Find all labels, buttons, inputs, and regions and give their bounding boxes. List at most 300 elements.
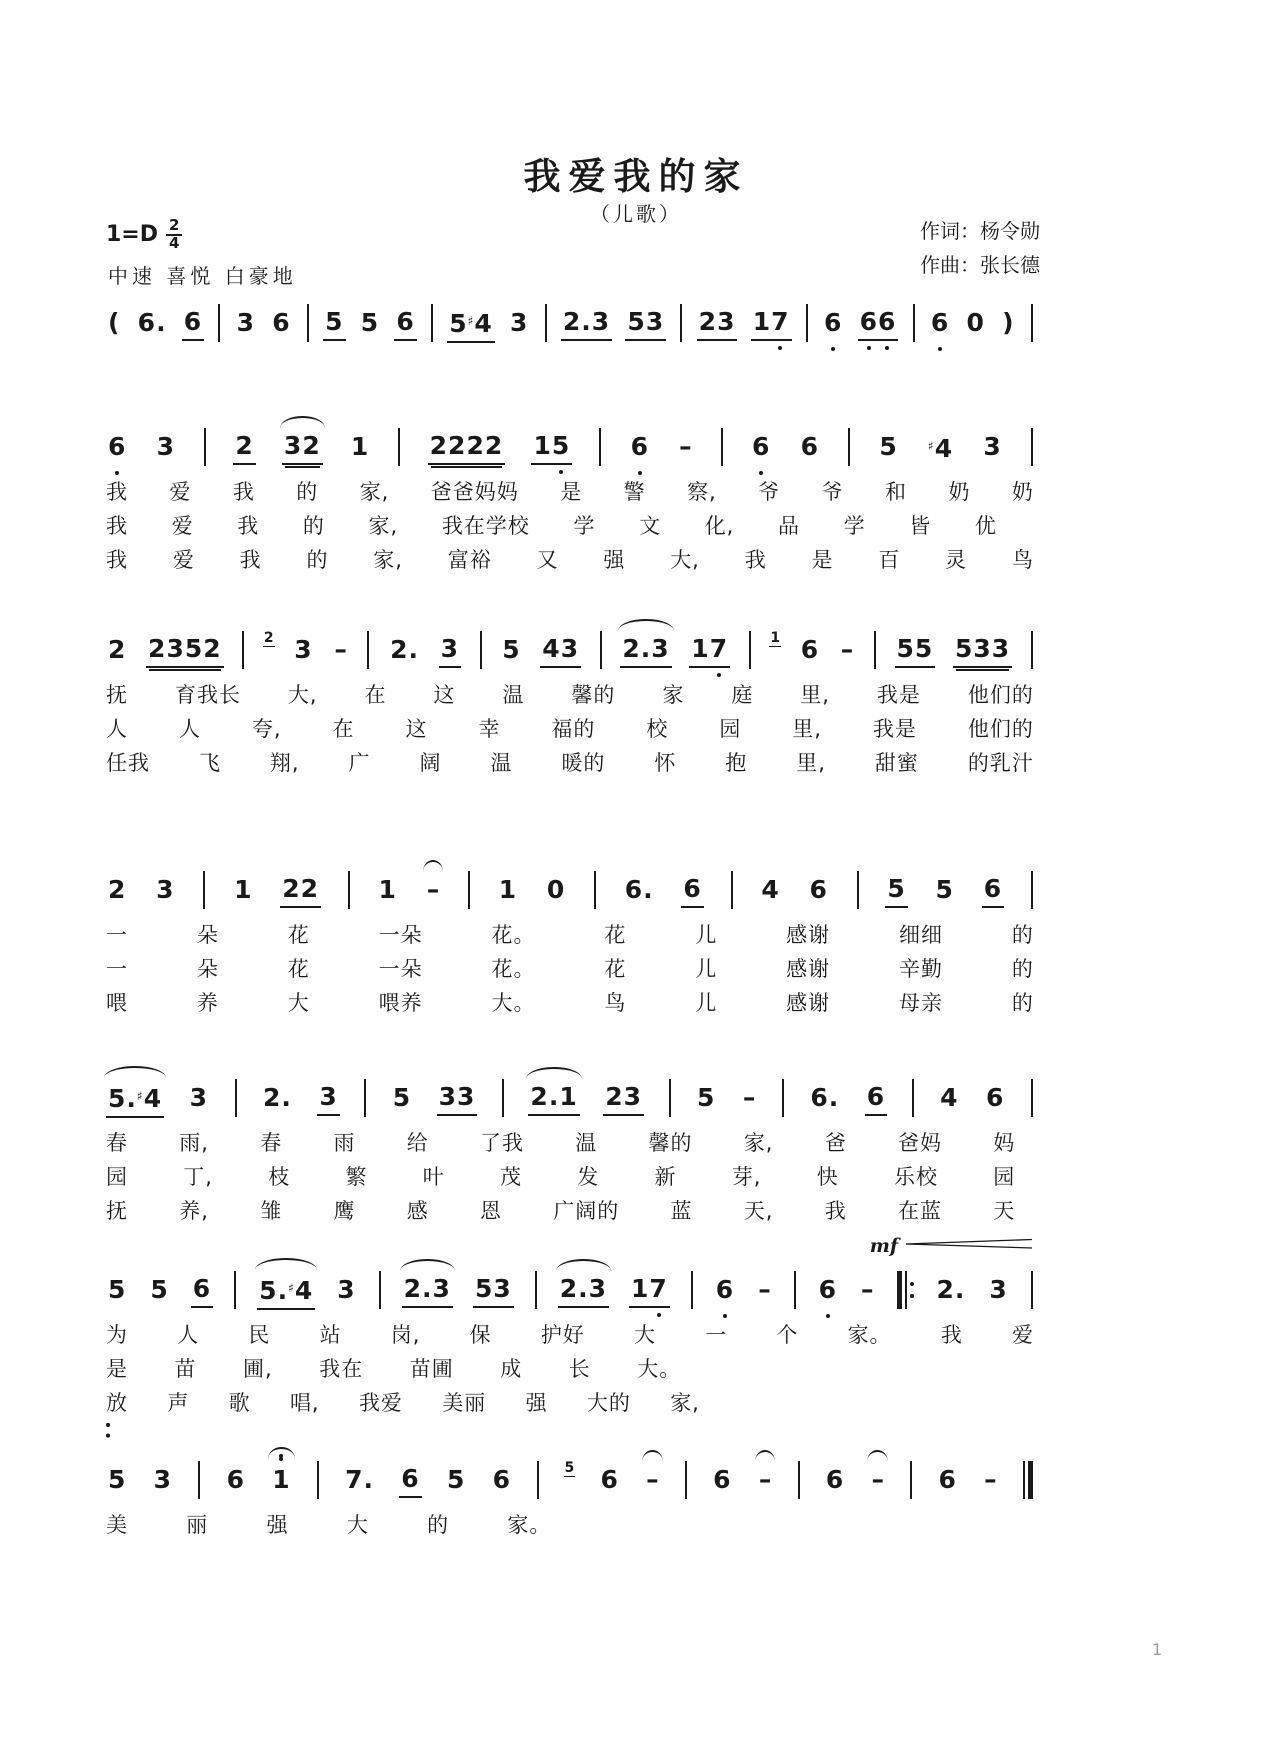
lyric-syllable: 美	[106, 1513, 128, 1537]
lyric-syllable: 感谢	[786, 957, 831, 981]
note: 6	[986, 1083, 1005, 1112]
lyric-syllable: 我是	[872, 717, 917, 741]
barline	[909, 1459, 913, 1501]
lyric-syllable: 丽	[186, 1513, 209, 1537]
note: 5	[885, 872, 907, 908]
lyric-syllable: 灵	[945, 548, 968, 572]
note: 1	[234, 875, 253, 904]
note: 5	[108, 1465, 127, 1494]
note: 4	[761, 875, 780, 904]
lyric-row	[106, 923, 1034, 947]
time-signature-bottom: 4	[169, 233, 180, 252]
barline	[430, 302, 434, 344]
slur-icon	[280, 416, 325, 428]
note: 5.♯4	[257, 1271, 315, 1310]
lyric-syllable: 的	[1011, 957, 1034, 981]
barline	[896, 1269, 915, 1311]
lyric-syllable: 翔,	[269, 751, 300, 775]
lyric-syllable: 又	[536, 548, 559, 572]
note: 2352	[146, 632, 224, 668]
grace-note: 5	[564, 1460, 575, 1476]
barline	[690, 1269, 694, 1311]
lyric-syllable: 的乳汁	[967, 751, 1034, 775]
slur-icon	[104, 1066, 166, 1078]
lyric-syllable: 育我长	[174, 683, 241, 707]
lyric-syllable: 母亲	[899, 991, 943, 1015]
lyric-syllable: 和	[885, 480, 908, 504]
page-number: 1	[1152, 1640, 1163, 1659]
barline	[203, 426, 207, 468]
note: –	[334, 635, 347, 664]
note: 55	[895, 632, 936, 668]
note: 32	[282, 429, 323, 465]
lyric-syllable: 春	[260, 1131, 283, 1155]
sharp-icon: ♯	[927, 438, 934, 453]
note: )	[1002, 308, 1015, 337]
lyric-syllable: 我	[744, 548, 767, 572]
note: 6	[394, 305, 416, 341]
lyric-syllable: 品	[778, 514, 800, 538]
barline	[397, 426, 401, 468]
lyric-syllable: 大。	[491, 991, 536, 1015]
barline	[347, 869, 351, 911]
lyric-syllable: 家,	[368, 514, 399, 538]
note: 6	[182, 305, 204, 341]
system-verse-line-3	[106, 867, 1034, 1015]
note: 2	[233, 429, 255, 465]
time-signature-top: 2	[166, 218, 182, 236]
lyric-syllable: 一	[705, 1323, 728, 1347]
note: 5♯4	[447, 304, 495, 343]
lyric-syllable: 爱	[1011, 1323, 1034, 1347]
note: 23	[603, 1080, 644, 1116]
slur-icon	[867, 1450, 888, 1462]
note: 2.	[262, 1083, 292, 1112]
note: 1	[350, 432, 370, 461]
note: 0	[546, 875, 566, 904]
lyric-syllable: 雏	[260, 1199, 283, 1223]
note: 53	[473, 1272, 514, 1308]
lyric-syllable: 温	[502, 683, 525, 707]
lyric-syllable: 鹰	[333, 1199, 356, 1223]
notes-line	[106, 867, 1034, 913]
lyric-syllable: 里,	[792, 717, 822, 741]
dynamic-marking	[870, 1235, 1034, 1257]
lo-dot-icon	[657, 1313, 661, 1317]
lyric-syllable: 家,	[359, 480, 390, 504]
barline	[730, 869, 734, 911]
note: 6	[713, 1465, 732, 1494]
lyric-syllable: 皆	[909, 514, 932, 538]
note: 533	[953, 632, 1012, 668]
barline	[534, 1269, 538, 1311]
lyric-syllable: 在蓝	[898, 1199, 943, 1223]
time-signature	[166, 218, 182, 252]
system-verse-line-4	[106, 1075, 1034, 1223]
lyric-syllable: 花	[604, 957, 627, 981]
note: 6.	[624, 875, 654, 904]
lo-dot-icon	[115, 471, 119, 475]
lyric-syllable: 感	[406, 1199, 429, 1223]
song-title: 我爱我的家	[523, 155, 749, 198]
hi-dot-icon	[279, 1457, 283, 1461]
note: 6	[106, 430, 128, 464]
note: –	[758, 1275, 771, 1304]
lyric-syllable: 大	[346, 1513, 369, 1537]
lyric-syllable: 是	[106, 1357, 128, 1381]
lyric-syllable: 大	[634, 1323, 656, 1347]
note: 3	[510, 308, 529, 337]
note: –	[679, 432, 692, 461]
dynamic-label: mf	[869, 1235, 898, 1257]
barline	[233, 1269, 237, 1311]
barline	[1022, 1459, 1034, 1501]
note: 6	[800, 635, 820, 664]
lyric-syllable: 春	[106, 1131, 128, 1155]
barline	[197, 1459, 201, 1501]
barline	[241, 629, 245, 671]
lo-dot-icon	[778, 346, 782, 350]
barline	[911, 1077, 915, 1119]
barline	[1030, 426, 1034, 468]
system-verse-line-1	[106, 424, 1034, 572]
note: –	[869, 1463, 886, 1497]
lyric-syllable: 花。	[491, 957, 536, 981]
lyric-row	[106, 683, 1034, 707]
lyric-syllable: 学	[843, 514, 866, 538]
lyric-syllable: 我	[232, 480, 255, 504]
barline	[797, 1459, 801, 1501]
lyric-syllable: 辛勤	[899, 957, 943, 981]
note: 6	[938, 1465, 957, 1494]
lyric-syllable: 快	[816, 1165, 839, 1189]
sharp-icon: ♯	[467, 313, 474, 328]
lyric-syllable: 任我	[106, 751, 150, 775]
lyric-row	[106, 1323, 1034, 1347]
note: 6	[865, 1080, 887, 1116]
lyric-syllable: 我	[106, 514, 128, 538]
note: 6	[982, 872, 1004, 908]
note: –	[644, 1463, 661, 1497]
key-label: 1=D	[106, 222, 159, 248]
lyric-row	[106, 1165, 1015, 1189]
lyric-syllable: 家,	[670, 1391, 700, 1415]
lyric-syllable: 圃,	[243, 1357, 273, 1381]
lyric-syllable: 天	[993, 1199, 1016, 1223]
note: 3	[439, 632, 461, 668]
lyric-syllable: 大,	[287, 683, 318, 707]
lyric-row	[106, 751, 1034, 775]
barline	[536, 1459, 540, 1501]
lyric-syllable: 鸟	[604, 991, 627, 1015]
note: 6	[191, 1272, 213, 1308]
note: 3	[236, 308, 256, 337]
lyric-syllable: 花	[287, 957, 310, 981]
lyric-syllable: 我在	[319, 1357, 364, 1381]
lyric-syllable: 馨的	[648, 1131, 693, 1155]
lo-dot-icon	[638, 471, 642, 475]
lyric-syllable: 家,	[743, 1131, 774, 1155]
lyric-syllable: 这	[405, 717, 428, 741]
lyric-syllable: 茂	[500, 1165, 523, 1189]
lyric-syllable: 丁,	[183, 1165, 213, 1189]
lyric-syllable: 温	[575, 1131, 598, 1155]
system-verse-line-5	[106, 1235, 1034, 1415]
note: –	[757, 1463, 774, 1497]
grace-note: 2	[263, 630, 274, 646]
note: 6.	[810, 1083, 840, 1112]
barline	[378, 1269, 382, 1311]
lyric-syllable: 芽,	[731, 1165, 762, 1189]
lyric-syllable: 爷	[758, 480, 781, 504]
barline	[847, 426, 851, 468]
lyric-syllable: 广	[348, 751, 371, 775]
barline	[501, 1077, 505, 1119]
lyric-syllable: 爷	[821, 480, 844, 504]
lyric-syllable: 爸爸妈妈	[430, 480, 519, 504]
lyric-syllable: 站	[319, 1323, 342, 1347]
note: 6	[399, 1462, 421, 1498]
lyric-syllable: 我在学校	[441, 514, 530, 538]
note: 6	[600, 1465, 619, 1494]
lyric-row	[106, 991, 1034, 1015]
lyric-syllable: 抚	[106, 1199, 128, 1223]
barline	[793, 1269, 797, 1311]
lyric-syllable: 儿	[695, 957, 718, 981]
slur-icon	[618, 619, 673, 631]
lyric-syllable: 苗圃	[409, 1357, 454, 1381]
lyric-syllable: 唱,	[289, 1391, 320, 1415]
lyric-syllable: 在	[364, 683, 387, 707]
lyricist: 作词：杨令勋	[920, 219, 1040, 243]
lyric-syllable: 歌	[228, 1391, 251, 1415]
note: 5.♯4	[106, 1079, 164, 1118]
lyric-row	[106, 1391, 700, 1415]
barline	[479, 629, 483, 671]
note: 6	[629, 430, 651, 464]
lyric-syllable: 民	[248, 1323, 271, 1347]
barline	[467, 869, 471, 911]
note: 4	[940, 1083, 959, 1112]
note: 6	[226, 1465, 245, 1494]
barline	[544, 302, 548, 344]
lyric-syllable: 苗	[174, 1357, 197, 1381]
lyric-syllable: 爱	[171, 514, 194, 538]
lyric-syllable: 儿	[695, 923, 718, 947]
lyric-syllable: 我	[239, 548, 262, 572]
note: –	[861, 1275, 874, 1304]
lyric-syllable: 是	[560, 480, 583, 504]
barline	[1030, 869, 1034, 911]
repeat-continuation-mark: ：	[102, 1415, 129, 1445]
lyric-syllable: 园	[993, 1165, 1016, 1189]
lyric-syllable: 化,	[704, 514, 735, 538]
note: 5	[108, 1275, 127, 1304]
lyric-syllable: 养	[196, 991, 219, 1015]
lyric-syllable: 温	[490, 751, 513, 775]
lyric-syllable: 恩	[480, 1199, 503, 1223]
lyric-syllable: 察,	[687, 480, 717, 504]
lyric-syllable: 喂	[106, 991, 128, 1015]
lyric-syllable: 奶	[948, 480, 971, 504]
lyric-syllable: 个	[776, 1323, 799, 1347]
lo-dot-icon	[826, 1314, 830, 1318]
slur-icon	[255, 1258, 317, 1270]
lyric-syllable: 强	[603, 548, 626, 572]
barline	[1030, 629, 1034, 671]
barline	[668, 1077, 672, 1119]
lyric-syllable: 百	[878, 548, 901, 572]
lyric-syllable: 雨	[333, 1131, 356, 1155]
lyric-syllable: 的	[1011, 923, 1034, 947]
note: 17	[629, 1272, 670, 1308]
lyric-syllable: 花	[287, 923, 310, 947]
lyric-syllable: 爱	[172, 548, 195, 572]
note: 15	[531, 429, 572, 465]
note: 53	[625, 305, 666, 341]
lyric-syllable: 富裕	[447, 548, 492, 572]
note: 6	[929, 306, 951, 340]
note: 6	[750, 430, 772, 464]
note: 2.	[936, 1275, 966, 1304]
system-intro-line	[106, 300, 1034, 346]
barline	[912, 302, 916, 344]
lyric-syllable: 家。	[507, 1513, 552, 1537]
lyric-row	[106, 514, 997, 538]
barline	[599, 629, 603, 671]
barline	[363, 1077, 367, 1119]
note: –	[840, 635, 854, 664]
note: 2.3	[561, 305, 612, 341]
lyric-syllable: 的	[306, 548, 329, 572]
note: 6	[822, 306, 844, 340]
barline	[679, 302, 683, 344]
lo-dot-icon	[885, 346, 889, 350]
note: 2.3	[402, 1272, 453, 1308]
note: 6	[714, 1273, 736, 1307]
note: 0	[966, 308, 985, 337]
lyric-syllable: 爸	[824, 1131, 847, 1155]
lyric-syllable: 广阔的	[553, 1199, 620, 1223]
lo-dot-icon	[717, 673, 721, 677]
note: 3	[189, 1083, 209, 1112]
lyric-syllable: 强	[525, 1391, 548, 1415]
system-coda-line	[102, 1415, 1034, 1537]
slur-icon	[755, 1450, 776, 1462]
repeat-dots-icon	[910, 1277, 914, 1303]
lyric-syllable: 人	[177, 1323, 200, 1347]
lyric-syllable: 我	[824, 1199, 847, 1223]
lyric-syllable: 抚	[106, 683, 128, 707]
note: 1	[378, 875, 397, 904]
lyric-syllable: 乐校	[894, 1165, 939, 1189]
lyric-syllable: 幸	[478, 717, 501, 741]
lyric-syllable: 我	[237, 514, 260, 538]
note: 3	[983, 432, 1002, 461]
lyric-syllable: 大	[287, 991, 310, 1015]
note: 6	[681, 872, 703, 908]
lyric-syllable: 我是	[876, 683, 921, 707]
lyric-syllable: 警	[623, 480, 646, 504]
note: 2	[108, 875, 127, 904]
lyric-syllable: 养,	[179, 1199, 209, 1223]
notes-line	[106, 300, 1034, 346]
lyric-syllable: 夸,	[251, 717, 282, 741]
lyric-syllable: 一	[106, 957, 128, 981]
lyric-row	[106, 548, 1034, 572]
lyric-syllable: 儿	[695, 991, 718, 1015]
lyric-syllable: 里,	[800, 683, 830, 707]
note: 3	[156, 875, 175, 904]
barline	[748, 629, 752, 671]
lyric-syllable: 新	[654, 1165, 677, 1189]
lyric-syllable: 我	[106, 480, 128, 504]
lyric-syllable: 声	[167, 1391, 190, 1415]
lyric-syllable: 繁	[345, 1165, 368, 1189]
note: 3	[317, 1080, 339, 1116]
lyric-syllable: 大的	[586, 1391, 631, 1415]
note: 3	[153, 1465, 173, 1494]
tempo-marking: 中速 喜悦 白豪地	[108, 264, 297, 288]
lyric-syllable: 长	[568, 1357, 591, 1381]
lyric-syllable: 一朵	[378, 957, 423, 981]
lyric-syllable: 蓝	[670, 1199, 693, 1223]
notes-line	[106, 1075, 1034, 1121]
barline	[366, 629, 370, 671]
lyric-syllable: 爸妈	[898, 1131, 943, 1155]
lyric-syllable: 美丽	[442, 1391, 487, 1415]
lyric-syllable: 感谢	[786, 991, 831, 1015]
slur-icon	[642, 1450, 663, 1462]
barline	[1030, 1077, 1034, 1119]
lyric-syllable: 在	[332, 717, 355, 741]
note: 1	[498, 875, 518, 904]
note: 5	[323, 305, 345, 341]
lyric-syllable: 护好	[540, 1323, 585, 1347]
note: 1	[270, 1463, 292, 1497]
lyric-syllable: 校	[646, 717, 669, 741]
key-signature	[106, 218, 182, 252]
note: 3	[337, 1275, 356, 1304]
note: 2222	[428, 429, 506, 465]
lyric-syllable: 枝	[268, 1165, 291, 1189]
lo-dot-icon	[559, 470, 563, 474]
note: 17	[751, 305, 792, 341]
lyric-syllable: 一	[106, 923, 128, 947]
lyric-syllable: 福的	[551, 717, 596, 741]
lyric-syllable: 朵	[196, 923, 219, 947]
lyric-row	[106, 717, 1034, 741]
note: 2.1	[528, 1080, 579, 1116]
lyric-syllable: 这	[433, 683, 456, 707]
note: 6	[272, 308, 291, 337]
lyric-syllable: 感谢	[786, 923, 831, 947]
barline	[684, 1459, 688, 1501]
lyric-syllable: 雨,	[179, 1131, 209, 1155]
composer: 作曲：张长德	[920, 253, 1040, 277]
notes-line	[106, 627, 1034, 673]
barline	[593, 869, 597, 911]
lyric-syllable: 的	[302, 514, 325, 538]
lyric-syllable: 学	[573, 514, 596, 538]
lyric-syllable: 的	[1011, 991, 1034, 1015]
note: 43	[540, 632, 581, 668]
lyric-syllable: 甜蜜	[874, 751, 919, 775]
note: 17	[689, 632, 730, 668]
note: –	[425, 873, 442, 907]
note: 5	[392, 1083, 412, 1112]
system-verse-line-2	[106, 627, 1034, 775]
